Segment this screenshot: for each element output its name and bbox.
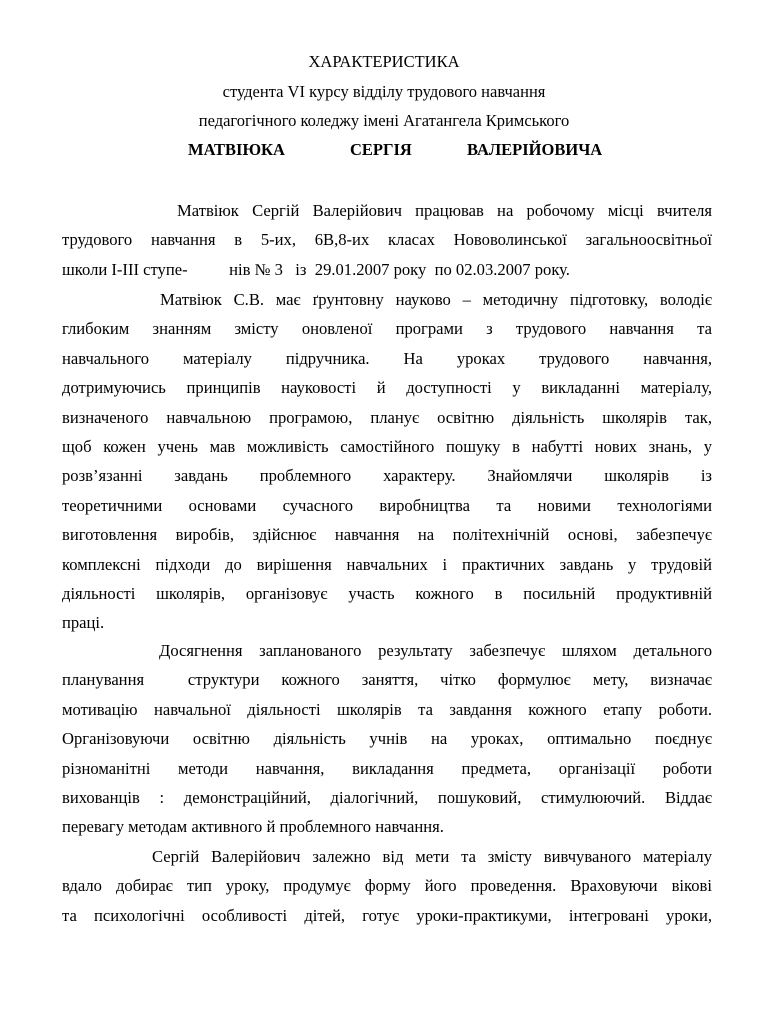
- text-line: різноманітні методи навчання, викладання предмета, організації роботи: [62, 758, 712, 778]
- text-line: діяльності школярів, організовує участь кожного в посильній продуктивній: [62, 583, 712, 603]
- text-line: школи І-ІІІ ступе- нів № 3 із 29.01.2007 року по 02.03.2007 року.: [62, 259, 570, 279]
- text-line: теоретичними основами сучасного виробництва та новими технологіями: [62, 495, 712, 515]
- student-patronymic: ВАЛЕРІЙОВИЧА: [467, 140, 603, 159]
- text-line: трудового навчання в 5-их, 6В,8-их класах Нововолинської загальноосвітньої: [62, 230, 712, 250]
- paragraph-1: [62, 196, 712, 284]
- text-line: навчального матеріалу підручника. На уроках трудового навчання,: [62, 348, 712, 368]
- text-line: Досягнення запланованого результату забезпечує шляхом детального: [159, 641, 712, 660]
- paragraph-4: [62, 842, 712, 930]
- subtitle-college: педагогічного коледжу імені Агатангела Кримського: [198, 111, 570, 130]
- text-line: вихованців : демонстраційний, діалогічний, пошуковий, стимулюючий. Віддає: [62, 787, 712, 807]
- text-line: та психологічні особливості дітей, готує уроки-практикуми, інтегровані уроки,: [62, 905, 712, 925]
- text-line: виготовлення виробів, здійснює навчання на політехнічній основі, забезпечує: [62, 525, 712, 545]
- student-surname: МАТВІЮКА: [188, 140, 285, 159]
- student-name: [0, 140, 768, 160]
- subtitle-course: студента VI курсу відділу трудового навчання: [222, 82, 546, 101]
- text-line: Матвіюк Сергій Валерійович працював на робочому місці вчителя: [177, 201, 712, 220]
- text-line: визначеного навчальною програмою, планує освітню діяльність школярів так,: [62, 407, 712, 427]
- text-line: дотримуючись принципів науковості й доступності у викладанні матеріалу,: [62, 378, 712, 398]
- text-line: комплексні підходи до вирішення навчальних і практичних завдань у трудовій: [62, 554, 712, 574]
- text-line: глибоким знанням змісту оновленої програми з трудового навчання та: [62, 319, 712, 339]
- text-line: Матвіюк С.В. має ґрунтовну науково – методичну підготовку, володіє: [160, 290, 712, 309]
- text-line: перевагу методам активного й проблемного навчання.: [62, 817, 444, 837]
- document-title: ХАРАКТЕРИСТИКА: [308, 52, 460, 71]
- student-first-name: СЕРГІЯ: [350, 140, 412, 159]
- text-line: Сергій Валерійович залежно від мети та змісту вивчуваного матеріалу: [152, 847, 712, 866]
- paragraph-3: [62, 636, 712, 842]
- text-line: праці.: [62, 613, 105, 633]
- text-line: Організовуючи освітню діяльність учнів на уроках, оптимально поєднує: [62, 729, 712, 749]
- paragraph-2: [62, 285, 712, 638]
- text-line: вдало добирає тип уроку, продумує форму його проведення. Враховуючи вікові: [62, 876, 712, 896]
- text-line: розв’язанні завдань проблемного характеру. Знайомлячи школярів із: [62, 466, 712, 486]
- text-line: щоб кожен учень мав можливість самостійного пошуку в набутті нових знань, у: [62, 436, 712, 456]
- text-line: планування структури кожного заняття, чітко формулює мету, визначає: [62, 670, 712, 690]
- text-line: мотивацію навчальної діяльності школярів та завдання кожного етапу роботи.: [62, 699, 712, 719]
